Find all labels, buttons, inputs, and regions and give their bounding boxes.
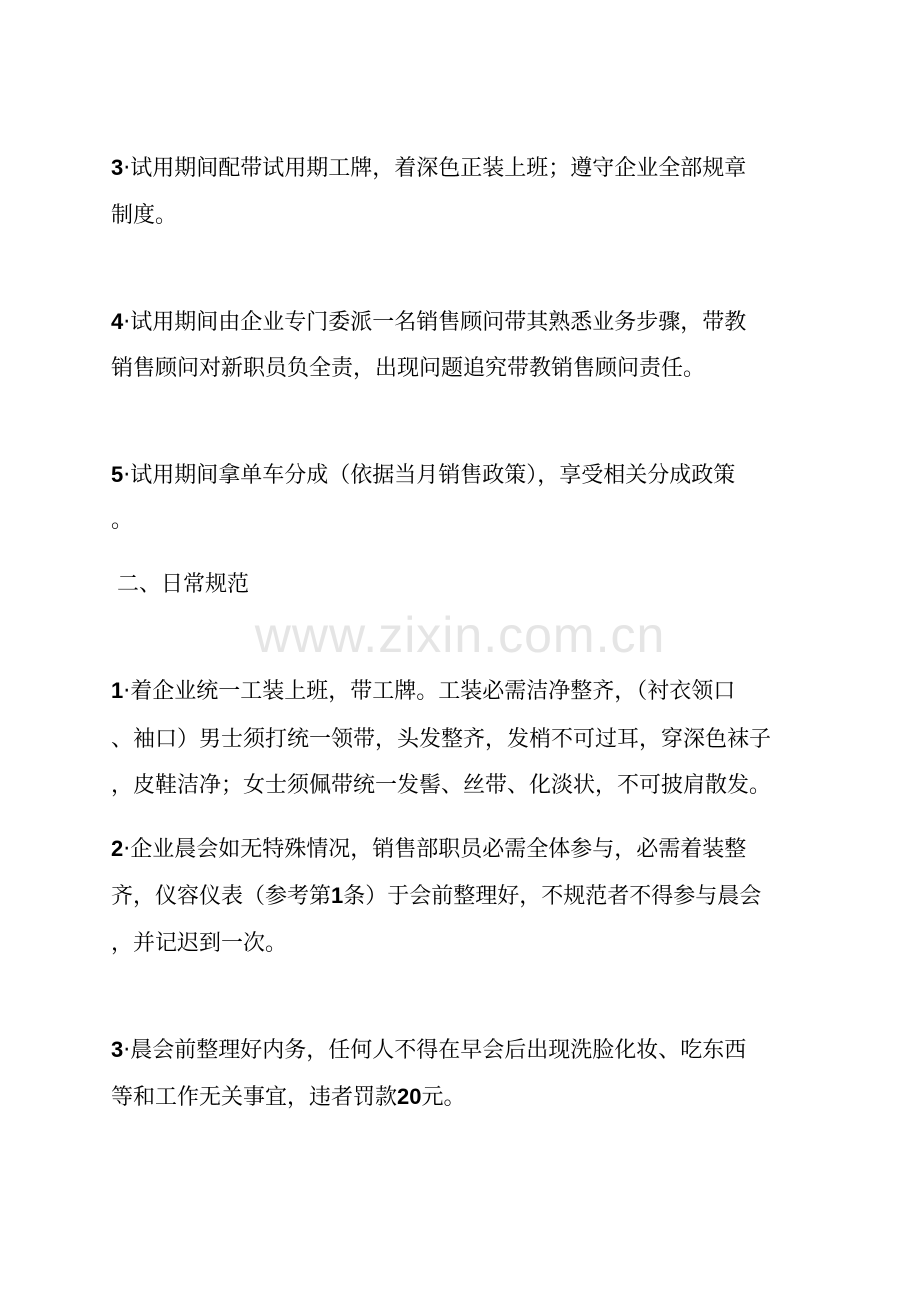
item-text: ·企业晨会如无特殊情况，销售部职员必需全体参与，必需着装整: [123, 837, 747, 862]
item-text: 等和工作无关事宜，违者罚款: [111, 1085, 398, 1110]
section-heading: 二、日常规范: [117, 572, 250, 597]
daily-item-1-line-2: 、袖口）男士须打统一领带，头发整齐，发梢不可过耳，穿深色袜子: [111, 727, 772, 752]
daily-item-2-line-1: [111, 834, 746, 865]
item-text: 元。: [421, 1085, 466, 1110]
fine-amount: 20: [397, 1084, 422, 1109]
item-text: ·试用期间拿单车分成（依据当月销售政策），享受相关分成政策: [123, 463, 736, 488]
daily-item-3-line-1: [111, 1035, 746, 1066]
probation-item-4-line-1: [111, 307, 746, 338]
daily-item-2-line-3: ，并记迟到一次。: [111, 931, 288, 956]
daily-item-1-line-3: ，皮鞋洁净；女士须佩带统一发髻、丝带、化淡状，不可披肩散发。: [111, 773, 772, 798]
probation-item-5-line-2: 。: [111, 508, 134, 533]
item-text: ·试用期间由企业专门委派一名销售顾问带其熟悉业务步骤，带教: [123, 310, 747, 335]
item-number: 5: [111, 462, 124, 487]
article-number: 1: [331, 883, 344, 908]
probation-item-4-line-2: 销售顾问对新职员负全责，出现问题追究带教销售顾问责任。: [111, 356, 706, 381]
item-text: ·着企业统一工装上班，带工牌。工装必需洁净整齐，（衬衣领口: [123, 679, 736, 704]
item-text: ·晨会前整理好内务，任何人不得在早会后出现洗脸化妆、吃东西: [123, 1038, 747, 1063]
probation-item-3-line-2: 制度。: [111, 203, 178, 228]
watermark: www.zixin.com.cn: [254, 607, 666, 663]
item-text: 条）于会前整理好，不规范者不得参与晨会: [343, 884, 762, 909]
item-number: 4: [111, 309, 124, 334]
item-number: 1: [111, 678, 124, 703]
item-number: 3: [111, 155, 124, 180]
daily-item-2-line-2: [111, 881, 761, 912]
item-text: ·试用期间配带试用期工牌，着深色正装上班；遵守企业全部规章: [123, 156, 747, 181]
item-text: 齐，仪容仪表（参考第: [111, 884, 332, 909]
item-number: 3: [111, 1037, 124, 1062]
probation-item-5-line-1: [111, 460, 735, 491]
daily-item-1-line-1: [111, 676, 735, 707]
probation-item-3-line-1: [111, 153, 746, 184]
daily-item-3-line-2: [111, 1082, 466, 1113]
item-number: 2: [111, 836, 124, 861]
